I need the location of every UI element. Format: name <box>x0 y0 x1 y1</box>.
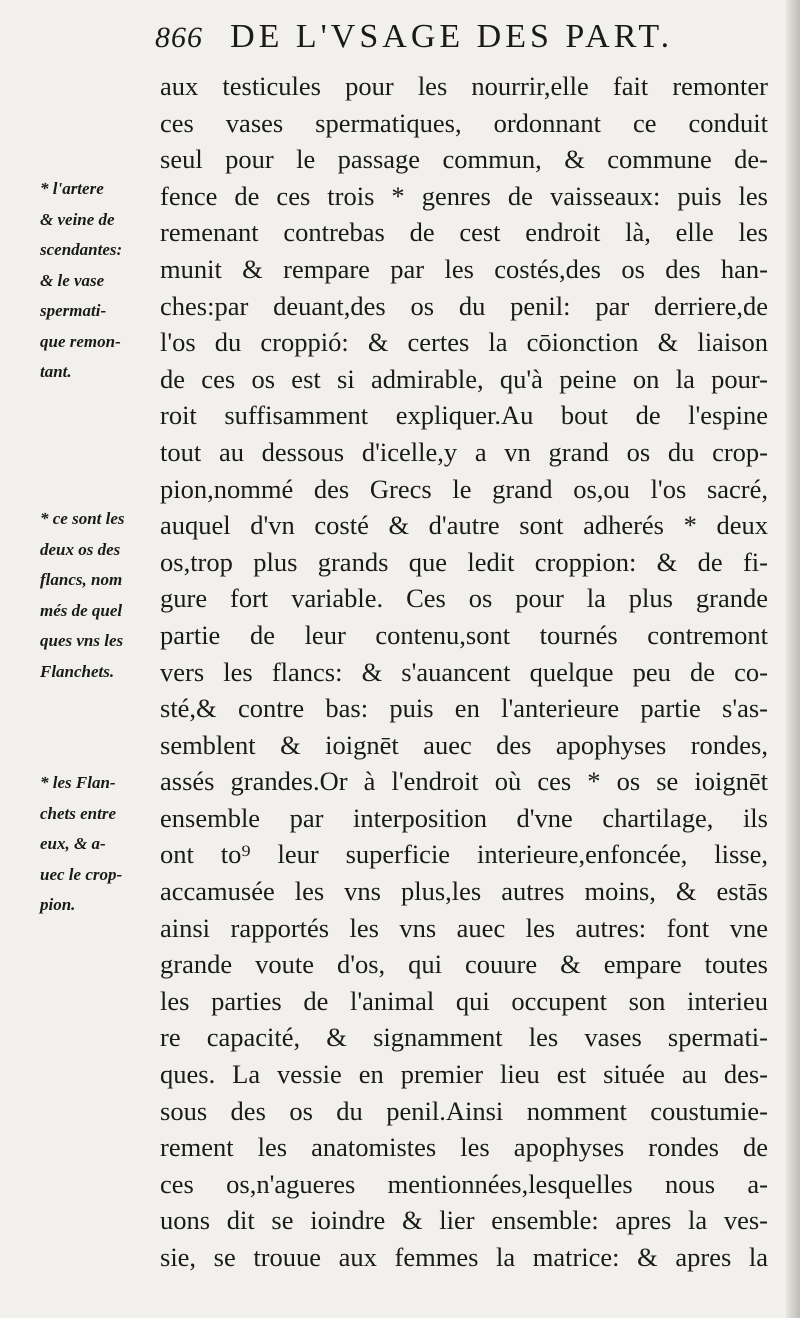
text-line: ces vases spermatiques, ordonnant ce conduit <box>160 107 768 138</box>
text-line: munit & rempare par les costés,des os des han- <box>160 253 768 284</box>
body-text <box>160 68 768 1276</box>
text-line: partie de leur contenu,sont tournés contremont <box>160 619 768 650</box>
text-line: re capacité, & signamment les vases spermati- <box>160 1022 768 1053</box>
text-line: de ces os est si admirable, qu'à peine on la pour- <box>160 363 768 394</box>
text-line: sous des os du penil.Ainsi nomment coustumie- <box>160 1095 768 1126</box>
page-header <box>155 18 775 60</box>
text-line: l'os du croppió: & certes la cōionction & liaison <box>160 327 768 358</box>
margin-note-line: Flanchets. <box>40 661 115 681</box>
margin-note-line: més de quel <box>40 600 123 620</box>
margin-note-line: * ce sont les <box>40 509 125 528</box>
text-line: ces os,n'agueres mentionnées,lesquelles nous a- <box>160 1168 768 1199</box>
text-line: grande voute d'os, qui couure & empare toutes <box>160 949 768 980</box>
margin-note-flank-bones <box>40 504 158 687</box>
text-line: aux testicules pour les nourrir,elle fait remonter <box>160 71 768 101</box>
text-line: ches:par deuant,des os du penil: par derriere,de <box>160 290 768 321</box>
page-edge-shadow <box>786 0 800 1318</box>
margin-note-flanchets <box>40 768 158 921</box>
text-line: os,trop plus grands que ledit croppion: & de fi- <box>160 546 768 577</box>
text-line: tout au dessous d'icelle,y a vn grand os du crop- <box>160 436 768 467</box>
running-title: DE L'VSAGE DES PART. <box>230 18 674 55</box>
margin-note-line: deux os des <box>40 539 121 559</box>
margin-note-line: chets entre <box>40 803 117 823</box>
text-line: sté,& contre bas: puis en l'anterieure partie s'as- <box>160 693 768 724</box>
text-line: seul pour le passage commun, & commune de- <box>160 144 768 175</box>
text-line: pion,nommé des Grecs le grand os,ou l'os sacré, <box>160 473 768 504</box>
text-line: fence de ces trois * genres de vaisseaux: puis les <box>160 180 768 211</box>
text-line: les parties de l'animal qui occupent son interieu <box>160 985 768 1016</box>
margin-note-line: ques vns les <box>40 631 124 650</box>
margin-note-line: que remon- <box>40 331 121 351</box>
text-line: ainsi rapportés les vns auec les autres: font vne <box>160 912 768 943</box>
margin-note-line: tant. <box>40 362 72 381</box>
text-line: sie, se trouue aux femmes la matrice: & apres la <box>160 1242 768 1272</box>
text-line: ques. La vessie en premier lieu est située au des- <box>160 1059 768 1090</box>
margin-note-line: & le vase <box>40 270 105 290</box>
text-line: ont to⁹ leur superficie interieure,enfoncée, lisse, <box>160 839 768 870</box>
margin-note-line: flancs, nom <box>40 570 123 589</box>
text-line: uons dit se ioindre & lier ensemble: apres la ves- <box>160 1205 768 1236</box>
margin-note-line: scendantes: <box>40 240 123 259</box>
text-line: roit suffisamment expliquer.Au bout de l'espine <box>160 400 768 431</box>
margin-note-line: & veine de <box>40 209 115 229</box>
text-line: remenant contrebas de cest endroit là, elle les <box>160 217 768 248</box>
margin-note-line: * les Flan- <box>40 773 116 792</box>
text-line: accamusée les vns plus,les autres moins, & estās <box>160 876 768 907</box>
margin-note-line: spermati- <box>40 301 107 320</box>
margin-note-artery <box>40 174 158 388</box>
margin-note-line: * l'artere <box>40 179 104 198</box>
text-line: vers les flancs: & s'auancent quelque peu de co- <box>160 656 768 687</box>
text-line: semblent & ioignēt auec des apophyses rondes, <box>160 729 768 760</box>
text-line: auquel d'vn costé & d'autre sont adherés * deux <box>160 510 768 541</box>
text-line: rement les anatomistes les apophyses rondes de <box>160 1132 768 1163</box>
margin-note-line: eux, & a- <box>40 834 106 853</box>
page-number: 866 <box>155 21 203 54</box>
text-line: assés grandes.Or à l'endroit où ces * os se ioignēt <box>160 766 768 797</box>
text-line: ensemble par interposition d'vne chartilage, ils <box>160 802 768 833</box>
margin-note-line: uec le crop- <box>40 864 123 884</box>
margin-note-line: pion. <box>40 895 76 914</box>
text-line: gure fort variable. Ces os pour la plus grande <box>160 583 768 614</box>
